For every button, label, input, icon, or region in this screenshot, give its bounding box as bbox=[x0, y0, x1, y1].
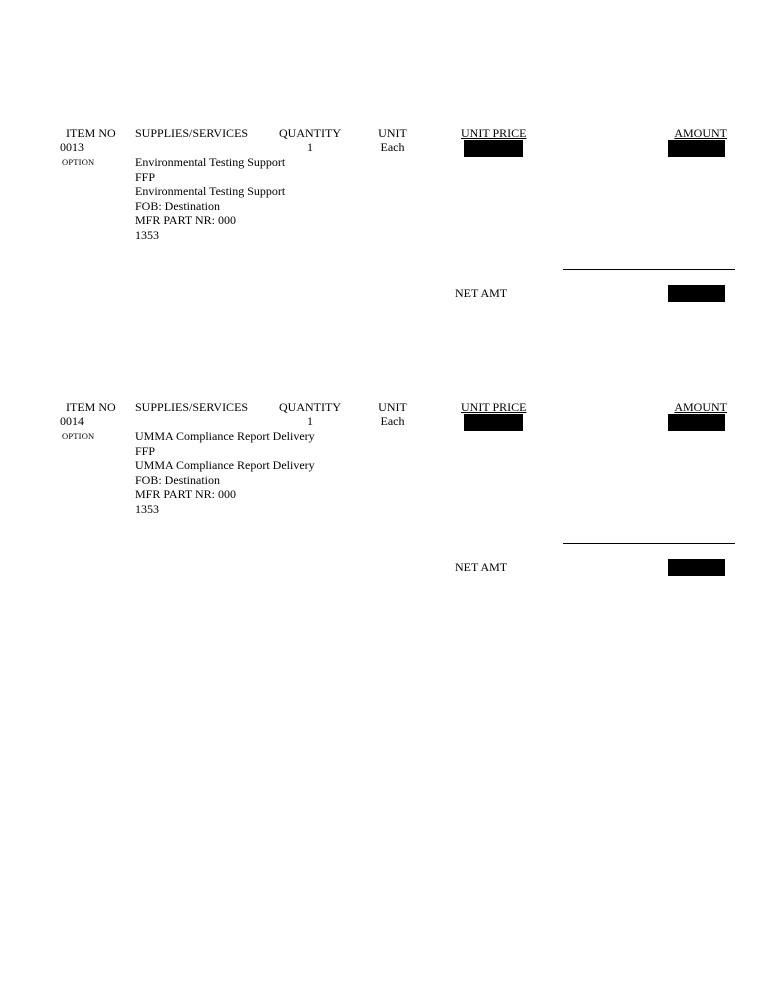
redacted-net-amount bbox=[668, 559, 725, 576]
redacted-amount bbox=[668, 140, 725, 157]
item-number: 0014 bbox=[60, 414, 84, 428]
unit-value: Each bbox=[380, 140, 405, 154]
net-amt-label: NET AMT bbox=[455, 286, 508, 300]
description-line: UMMA Compliance Report Delivery bbox=[135, 429, 315, 443]
description-line: Environmental Testing Support bbox=[135, 155, 286, 169]
column-header-amount: AMOUNT bbox=[674, 400, 727, 414]
column-header-supplies: SUPPLIES/SERVICES bbox=[135, 400, 249, 414]
column-header-quantity: QUANTITY bbox=[279, 400, 341, 414]
description-line: FOB: Destination bbox=[135, 198, 221, 213]
option-label: OPTION bbox=[62, 431, 95, 441]
description-line: Environmental Testing Support bbox=[135, 184, 286, 198]
description-line: FFP bbox=[135, 443, 156, 458]
net-amt-label: NET AMT bbox=[455, 560, 508, 574]
description-line: FFP bbox=[135, 169, 156, 184]
description-line: FOB: Destination bbox=[135, 472, 221, 487]
item-number: 0013 bbox=[60, 140, 84, 154]
redacted-amount bbox=[668, 414, 725, 431]
column-header-item-no: ITEM NO bbox=[66, 126, 116, 140]
line-item-block bbox=[0, 127, 772, 401]
description-line: 1353 bbox=[135, 501, 159, 516]
column-header-item-no: ITEM NO bbox=[66, 400, 116, 414]
option-label: OPTION bbox=[62, 157, 95, 167]
line-item-block bbox=[0, 401, 772, 675]
column-header-unit: UNIT bbox=[378, 400, 407, 414]
quantity-value: 1 bbox=[307, 140, 313, 154]
redacted-unit-price bbox=[464, 140, 523, 157]
redacted-unit-price bbox=[464, 414, 523, 431]
unit-value: Each bbox=[380, 414, 405, 428]
description-line: 1353 bbox=[135, 227, 159, 242]
net-amount-rule bbox=[563, 543, 735, 544]
column-header-amount: AMOUNT bbox=[674, 126, 727, 140]
column-header-unit: UNIT bbox=[378, 126, 407, 140]
quantity-value: 1 bbox=[307, 414, 313, 428]
column-header-unit-price: UNIT PRICE bbox=[461, 126, 527, 140]
redacted-net-amount bbox=[668, 285, 725, 302]
description-line: UMMA Compliance Report Delivery bbox=[135, 458, 315, 472]
column-header-quantity: QUANTITY bbox=[279, 126, 341, 140]
item-description bbox=[135, 429, 315, 516]
description-line: MFR PART NR: 000 bbox=[135, 487, 236, 501]
column-header-unit-price: UNIT PRICE bbox=[461, 400, 527, 414]
item-description bbox=[135, 155, 285, 242]
net-amount-rule bbox=[563, 269, 735, 270]
column-header-supplies: SUPPLIES/SERVICES bbox=[135, 126, 249, 140]
description-line: MFR PART NR: 000 bbox=[135, 213, 236, 227]
